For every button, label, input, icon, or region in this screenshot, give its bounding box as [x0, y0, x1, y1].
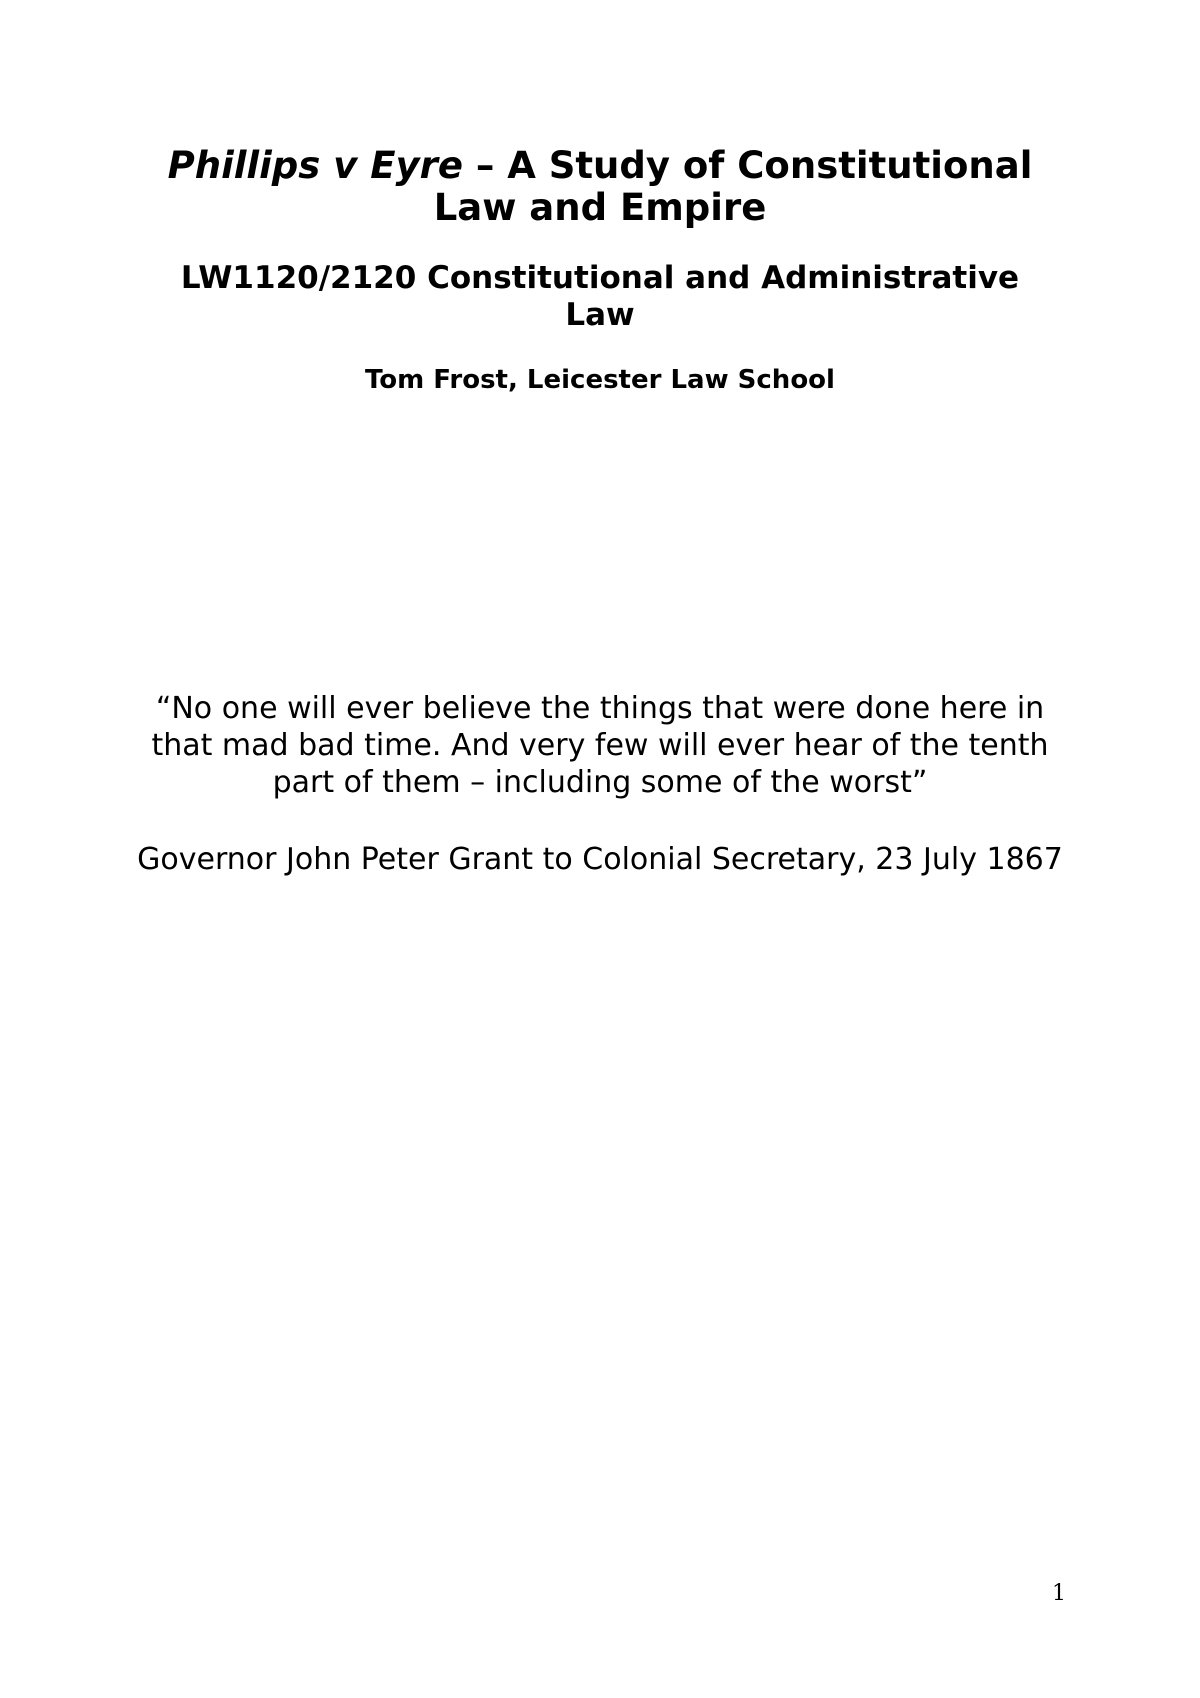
quote-attribution: Governor John Peter Grant to Colonial Secretary, 23 July 1867 [137, 842, 1063, 877]
module-subtitle: LW1120/2120 Constitutional and Administrative Law [180, 260, 1020, 333]
case-name: Phillips v Eyre [167, 144, 463, 187]
epigraph-quote: “No one will ever believe the things that were done here in that mad bad time. And very few will ever hear of the tenth part of them – including some of the worst” [151, 691, 1049, 800]
author-line: Tom Frost, Leicester Law School [365, 365, 835, 395]
title-rest: – A Study of Constitutional Law and Empire [433, 144, 1033, 229]
document-title [130, 145, 1070, 229]
page-number: 1 [1052, 1581, 1066, 1606]
